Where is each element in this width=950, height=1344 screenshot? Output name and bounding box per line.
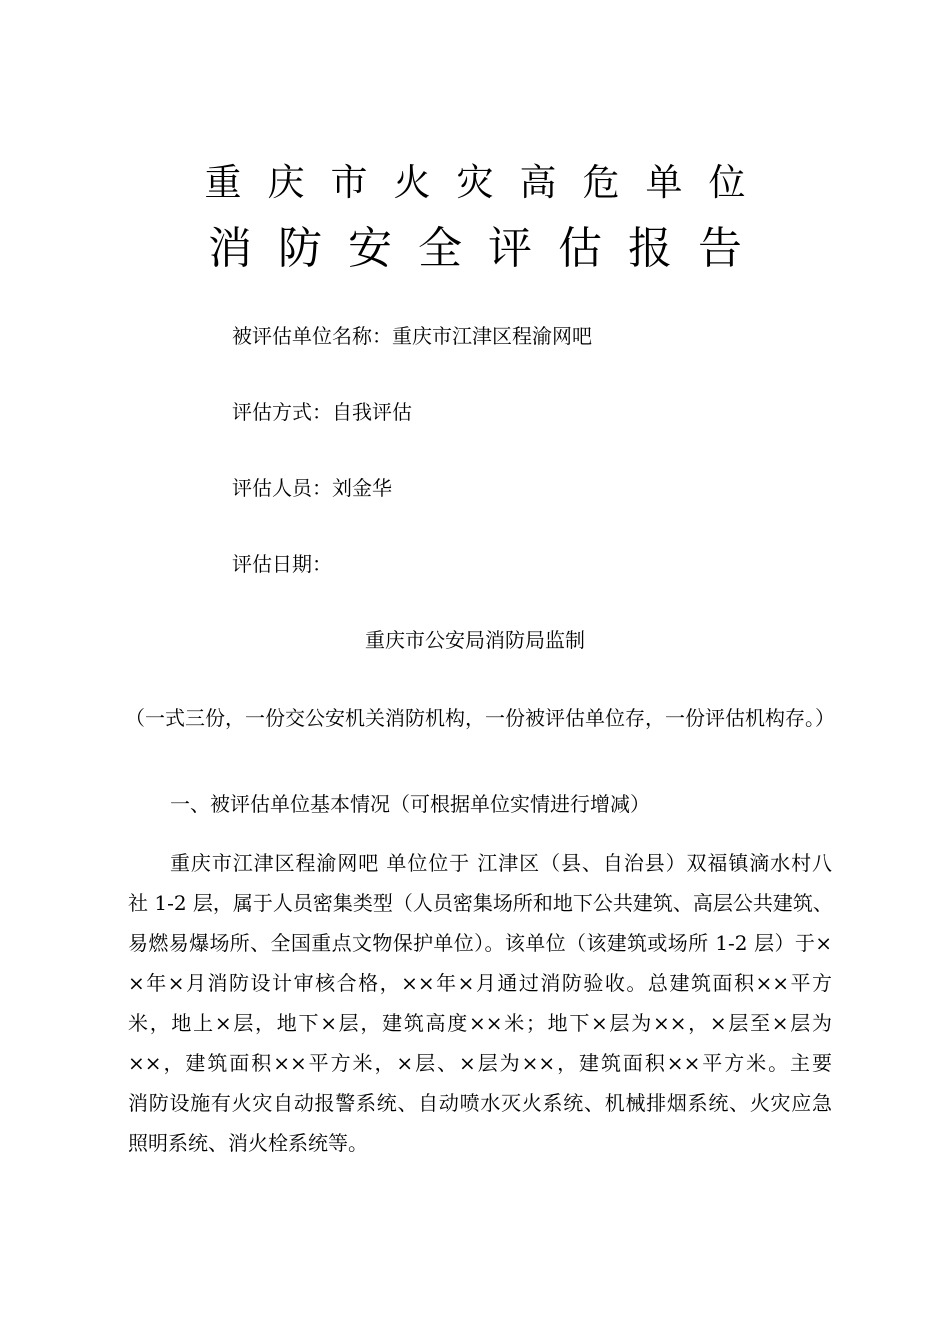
paragraph-line: 易燃易爆场所、全国重点文物保护单位）。该单位（该建筑或场所 1-2 层）于×	[128, 931, 832, 955]
paragraph-line: 重庆市江津区程渝网吧 单位位于 江津区（县、自治县）双福镇滴水村八	[170, 851, 832, 875]
field-assessment-method-label: 评估方式：	[232, 400, 332, 424]
field-unit-name	[232, 320, 592, 349]
copies-note: （一式三份，一份交公安机关消防机构，一份被评估单位存，一份评估机构存。）	[125, 706, 835, 730]
field-assessor-value: 刘金华	[332, 476, 392, 500]
field-assessment-date-label: 评估日期：	[232, 552, 332, 576]
field-unit-name-value: 重庆市江津区程渝网吧	[392, 324, 592, 348]
field-assessor-label: 评估人员：	[232, 476, 332, 500]
paragraph-line: ×年×月消防设计审核合格，××年×月通过消防验收。总建筑面积××平方	[128, 971, 832, 995]
paragraph-line: 消防设施有火灾自动报警系统、自动喷水灭火系统、机械排烟系统、火灾应急	[128, 1091, 832, 1115]
field-assessor	[232, 472, 392, 501]
report-title-line-2: 消防安全评估报告	[208, 223, 768, 274]
supervisor-line: 重庆市公安局消防局监制	[365, 628, 585, 652]
field-assessment-method	[232, 396, 412, 425]
section-paragraph	[128, 843, 832, 1163]
report-title-line-1: 重庆市火灾高危单位	[204, 161, 772, 204]
paragraph-line: 社 1-2 层，属于人员密集类型（人员密集场所和地下公共建筑、高层公共建筑、	[128, 891, 833, 915]
field-assessment-date	[232, 548, 332, 577]
paragraph-line: 照明系统、消火栓系统等。	[128, 1131, 368, 1155]
section-heading: 一、被评估单位基本情况（可根据单位实情进行增减）	[170, 792, 650, 816]
paragraph-line: 米，地上×层，地下×层，建筑高度××米；地下×层为××，×层至×层为	[128, 1011, 832, 1035]
field-unit-name-label: 被评估单位名称：	[232, 324, 392, 348]
paragraph-line: ××，建筑面积××平方米，×层、×层为××，建筑面积××平方米。主要	[128, 1051, 832, 1075]
field-assessment-method-value: 自我评估	[332, 400, 412, 424]
